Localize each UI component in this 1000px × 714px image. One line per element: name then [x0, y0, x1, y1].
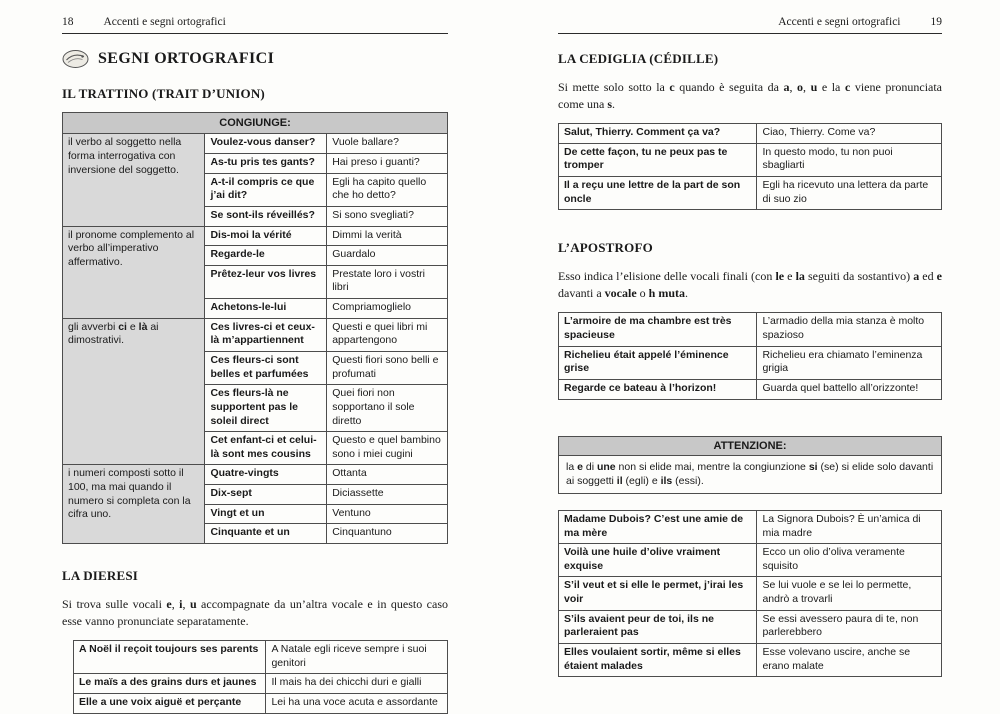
french-example-cell: Dis-moi la vérité — [205, 226, 327, 246]
italian-translation-cell: Questi e quei libri mi appartengono — [327, 318, 448, 351]
section-marker-icon — [62, 49, 89, 69]
french-example-cell: S’il veut et si elle le permet, j’irai les voir — [559, 577, 757, 610]
heading-trattino: IL TRATTINO (TRAIT D’UNION) — [62, 86, 265, 101]
french-example-cell: Dix-sept — [205, 485, 327, 505]
page-left — [62, 16, 448, 714]
italian-translation-cell: Dimmi la verità — [327, 226, 448, 246]
dieresi-intro: Si trova sulle vocali e, i, u accompagnate da un’altra vocale e in questo caso esse vanno pronunciate separatamente. — [62, 597, 448, 629]
table-row — [559, 510, 942, 543]
french-example-cell: Voulez-vous danser? — [205, 134, 327, 154]
french-example-cell: Il a reçu une lettre de la part de son oncle — [559, 176, 757, 209]
italian-translation-cell: Compriamoglielo — [327, 299, 448, 319]
french-example-cell: De cette façon, tu ne peux pas te tromper — [559, 143, 757, 176]
french-example-cell: Se sont-ils réveillés? — [205, 206, 327, 226]
french-example-cell: A-t-il compris ce que j’ai dit? — [205, 173, 327, 206]
page-number: 18 — [62, 16, 74, 28]
table-row — [74, 674, 448, 694]
heading-dieresi: LA DIERESI — [62, 568, 139, 584]
italian-translation-cell: Vuole ballare? — [327, 134, 448, 154]
table-row — [63, 134, 448, 154]
italian-translation-cell: Esse volevano uscire, anche se erano malate — [757, 644, 942, 677]
italian-translation-cell: Egli ha ricevuto una lettera da parte di suo zio — [757, 176, 942, 209]
rule-label-cell: il pronome complemento al verbo all’imperativo affermativo. — [63, 226, 205, 318]
cediglia-table — [558, 123, 942, 210]
table-row — [559, 313, 942, 346]
attention-header: ATTENZIONE: — [559, 437, 941, 456]
italian-translation-cell: Richelieu era chiamato l’eminenza grigia — [757, 346, 942, 379]
italian-translation-cell: Quei fiori non sopportano il sole diretto — [327, 385, 448, 432]
french-example-cell: Elle a une voix aiguë et perçante — [74, 694, 266, 714]
italian-translation-cell: La Signora Dubois? È un’amica di mia madre — [757, 510, 942, 543]
table-row — [559, 143, 942, 176]
running-head-left — [62, 16, 448, 34]
french-example-cell: Vingt et un — [205, 504, 327, 524]
table-row — [74, 694, 448, 714]
trattino-table — [62, 112, 448, 544]
french-example-cell: Prêtez-leur vos livres — [205, 265, 327, 298]
table-row — [559, 610, 942, 643]
french-example-cell: Ces livres-ci et ceux-là m’appartiennent — [205, 318, 327, 351]
heading-cediglia: LA CEDIGLIA (CÉDILLE) — [558, 51, 719, 66]
table-row — [559, 124, 942, 144]
italian-translation-cell: Se lui vuole e se lei lo permette, andrò a trovarli — [757, 577, 942, 610]
page-number: 19 — [930, 16, 942, 28]
apostrofo-intro: Esso indica l’elisione delle vocali finali (con le e la seguiti da sostantivo) a ed e davanti a vocale o h muta. — [558, 269, 942, 301]
section-head — [62, 49, 448, 69]
french-example-cell: Quatre-vingts — [205, 465, 327, 485]
french-example-cell: Ces fleurs-ci sont belles et parfumées — [205, 351, 327, 384]
table-row — [63, 465, 448, 485]
french-example-cell: Salut, Thierry. Comment ça va? — [559, 124, 757, 144]
french-example-cell: Elles voulaient sortir, même si elles étaient malades — [559, 644, 757, 677]
rule-label-cell: il verbo al soggetto nella forma interrogativa con inversione del soggetto. — [63, 134, 205, 226]
italian-translation-cell: Ecco un olio d’oliva veramente squisito — [757, 544, 942, 577]
rule-label-cell: gli avverbi ci e là ai dimostrativi. — [63, 318, 205, 465]
french-example-cell: L’armoire de ma chambre est très spacieuse — [559, 313, 757, 346]
cediglia-intro: Si mette solo sotto la c quando è seguita da a, o, u e la c viene pronunciata come una s. — [558, 80, 943, 112]
table-row — [559, 346, 942, 379]
attention-box — [558, 436, 942, 494]
table-row — [559, 644, 942, 677]
table-row — [559, 379, 942, 399]
heading-apostrofo: L’APOSTROFO — [558, 240, 653, 256]
italian-translation-cell: Guarda quel battello all’orizzonte! — [757, 379, 942, 399]
italian-translation-cell: Lei ha una voce acuta e assordante — [266, 694, 448, 714]
french-example-cell: Madame Dubois? C’est une amie de ma mère — [559, 510, 757, 543]
running-title: Accenti e segni ortografici — [103, 16, 226, 28]
italian-translation-cell: Egli ha capito quello che ho detto? — [327, 173, 448, 206]
italian-translation-cell: Ottanta — [327, 465, 448, 485]
table-row — [63, 226, 448, 246]
dieresi-table — [73, 640, 448, 714]
french-example-cell: S’ils avaient peur de toi, ils ne parleraient pas — [559, 610, 757, 643]
french-example-cell: Le maïs a des grains durs et jaunes — [74, 674, 266, 694]
running-title: Accenti e segni ortografici — [778, 16, 901, 28]
italian-translation-cell: Prestate loro i vostri libri — [327, 265, 448, 298]
table-row — [559, 577, 942, 610]
italian-translation-cell: Cinquantuno — [327, 524, 448, 544]
rule-label-cell: i numeri composti sotto il 100, ma mai quando il numero si completa con la cifra uno. — [63, 465, 205, 544]
table-header-cell: CONGIUNGE: — [63, 113, 448, 134]
italian-translation-cell: Ventuno — [327, 504, 448, 524]
italian-translation-cell: In questo modo, tu non puoi sbagliarti — [757, 143, 942, 176]
table-row — [559, 176, 942, 209]
italian-translation-cell: Hai preso i guanti? — [327, 153, 448, 173]
apostrofo-table — [558, 312, 942, 399]
italian-translation-cell: Se essi avessero paura di te, non parlerebbero — [757, 610, 942, 643]
french-example-cell: Regarde-le — [205, 246, 327, 266]
table-row — [63, 318, 448, 351]
italian-translation-cell: Il mais ha dei chicchi duri e gialli — [266, 674, 448, 694]
attention-note: la e di une non si elide mai, mentre la congiunzione si (se) si elide solo davanti ai soggetti il (egli) e ils (essi). — [566, 460, 934, 487]
french-example-cell: As-tu pris tes gants? — [205, 153, 327, 173]
table-row — [559, 544, 942, 577]
italian-translation-cell: Si sono svegliati? — [327, 206, 448, 226]
page-right — [558, 16, 942, 677]
french-example-cell: Voilà une huile d’olive vraiment exquise — [559, 544, 757, 577]
french-example-cell: Cinquante et un — [205, 524, 327, 544]
italian-translation-cell: A Natale egli riceve sempre i suoi genitori — [266, 641, 448, 674]
italian-translation-cell: Ciao, Thierry. Come va? — [757, 124, 942, 144]
italian-translation-cell: Questi fiori sono belli e profumati — [327, 351, 448, 384]
french-example-cell: Ces fleurs-là ne supportent pas le soleil direct — [205, 385, 327, 432]
italian-translation-cell: Guardalo — [327, 246, 448, 266]
french-example-cell: Cet enfant-ci et celui-là sont mes cousins — [205, 432, 327, 465]
italian-translation-cell: L’armadio della mia stanza è molto spazioso — [757, 313, 942, 346]
attention-examples-table — [558, 510, 942, 677]
table-row — [63, 113, 448, 134]
french-example-cell: Regarde ce bateau à l’horizon! — [559, 379, 757, 399]
section-title: SEGNI ORTOGRAFICI — [98, 50, 275, 67]
table-row — [74, 641, 448, 674]
french-example-cell: Achetons-le-lui — [205, 299, 327, 319]
running-head-right — [558, 16, 942, 34]
italian-translation-cell: Questo e quel bambino sono i miei cugini — [327, 432, 448, 465]
french-example-cell: Richelieu était appelé l’éminence grise — [559, 346, 757, 379]
french-example-cell: A Noël il reçoit toujours ses parents — [74, 641, 266, 674]
italian-translation-cell: Diciassette — [327, 485, 448, 505]
